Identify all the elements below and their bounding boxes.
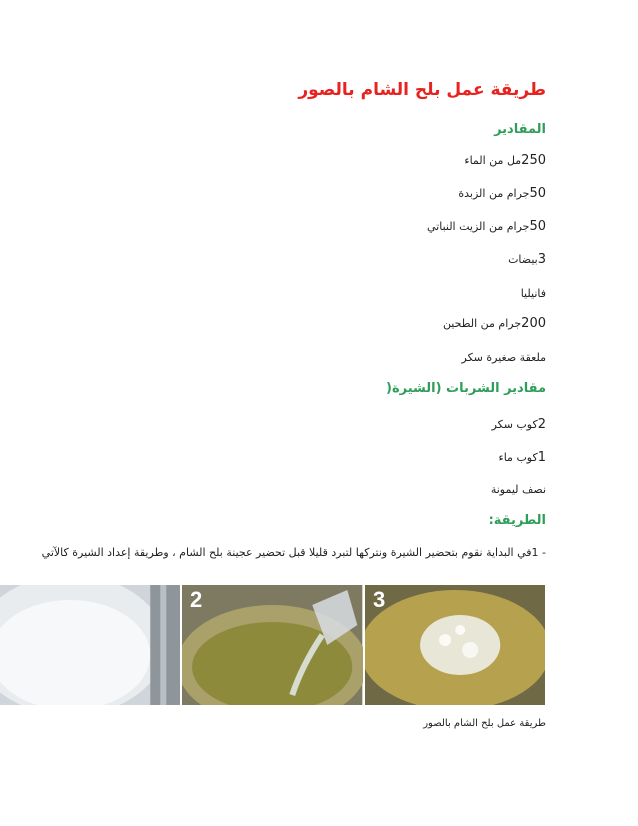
photo-boiling-syrup: [365, 585, 545, 705]
photo-empty-pot: [0, 585, 180, 705]
method-step-1: - 1في البداية نقوم بتحضير الشيرة ونتركها لتبرد قليلا قبل تحضير عجينة بلح الشام ، وطريقة إعداد الشيرة كالآتي: [41, 546, 546, 559]
photo-strip: [0, 585, 545, 705]
photo-number-3: 3: [372, 587, 385, 612]
syrup-line: 1كوب ماء: [498, 450, 546, 465]
method-heading: الطريقة:: [488, 513, 546, 528]
ingredient-line: فانيليا: [520, 287, 546, 300]
photo-caption: طريقة عمل بلح الشام بالصور: [423, 718, 546, 729]
syrup-line: نصف ليمونة: [490, 483, 546, 496]
photo-pouring-water: [182, 585, 362, 705]
ingredient-line: ملعقة صغيرة سكر: [461, 351, 546, 364]
ingredient-line: 3بيضات: [508, 252, 546, 267]
ingredients-heading: المقادير: [494, 122, 546, 137]
ingredient-line: 200جرام من الطحين: [442, 316, 546, 331]
photo-number-2: 2: [190, 587, 203, 612]
ingredient-line: 50جرام من الزبدة: [458, 186, 546, 201]
ingredient-line: 250مل من الماء: [464, 153, 546, 168]
syrup-line: 2كوب سكر: [491, 417, 546, 432]
syrup-heading: مقادير الشربات (الشيرة(: [386, 381, 546, 396]
page-title: طريقة عمل بلح الشام بالصور: [298, 80, 546, 100]
ingredient-line: 50جرام من الزيت النباتي: [426, 219, 546, 234]
